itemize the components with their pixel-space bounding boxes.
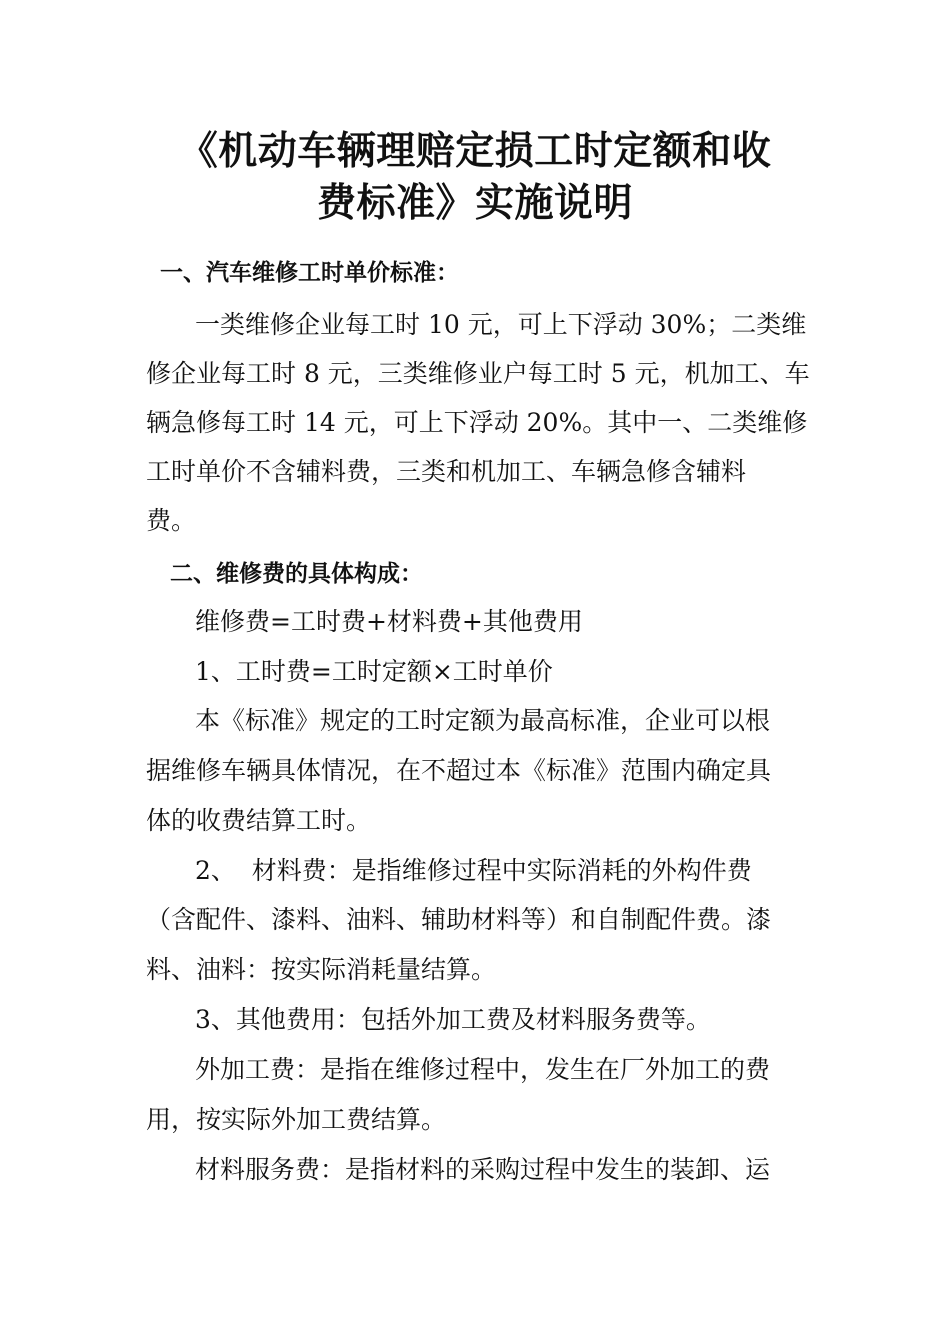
section-2-paragraph-line: 3、其他费用：包括外加工费及材料服务费等。 xyxy=(195,1005,711,1034)
document-title-line-1: 《机动车辆理赔定损工时定额和收 xyxy=(178,129,772,174)
document-title-line-2: 费标准》实施说明 xyxy=(316,181,633,226)
section-2-paragraph-line: 料、油料：按实际消耗量结算。 xyxy=(146,955,497,984)
section-2-paragraph-line: 维修费=工时费+材料费+其他费用 xyxy=(195,607,583,636)
section-2-paragraph-line: （含配件、漆料、油料、辅助材料等）和自制配件费。漆 xyxy=(146,905,772,934)
section-2-paragraph-line: 外加工费：是指在维修过程中，发生在厂外加工的费 xyxy=(195,1055,771,1084)
section-2-paragraph-line: 用，按实际外加工费结算。 xyxy=(146,1105,447,1134)
section-1-paragraph-line: 费。 xyxy=(146,506,197,535)
section-2-paragraph-line: 材料服务费：是指材料的采购过程中发生的装卸、运 xyxy=(195,1155,771,1184)
section-1-paragraph-line: 工时单价不含辅料费，三类和机加工、车辆急修含辅料 xyxy=(146,457,747,486)
section-1-paragraph-line: 修企业每工时 8 元，三类维修业户每工时 5 元，机加工、车 xyxy=(146,359,810,388)
section-2-heading: 二、维修费的具体构成： xyxy=(170,561,423,587)
section-1-heading: 一、汽车维修工时单价标准： xyxy=(160,260,459,286)
section-1-paragraph-line: 一类维修企业每工时 10 元，可上下浮动 30%；二类维 xyxy=(195,310,807,339)
section-2-paragraph-line: 据维修车辆具体情况，在不超过本《标准》范围内确定具 xyxy=(146,756,772,785)
section-2-paragraph-line: 本《标准》规定的工时定额为最高标准，企业可以根 xyxy=(195,706,771,735)
section-1-paragraph-line: 辆急修每工时 14 元，可上下浮动 20%。其中一、二类维修 xyxy=(146,408,808,437)
section-2-paragraph-line: 体的收费结算工时。 xyxy=(146,806,372,835)
section-2-paragraph-line: 2、 材料费：是指维修过程中实际消耗的外构件费 xyxy=(195,856,752,885)
section-2-paragraph-line: 1、工时费=工时定额×工时单价 xyxy=(195,657,553,686)
